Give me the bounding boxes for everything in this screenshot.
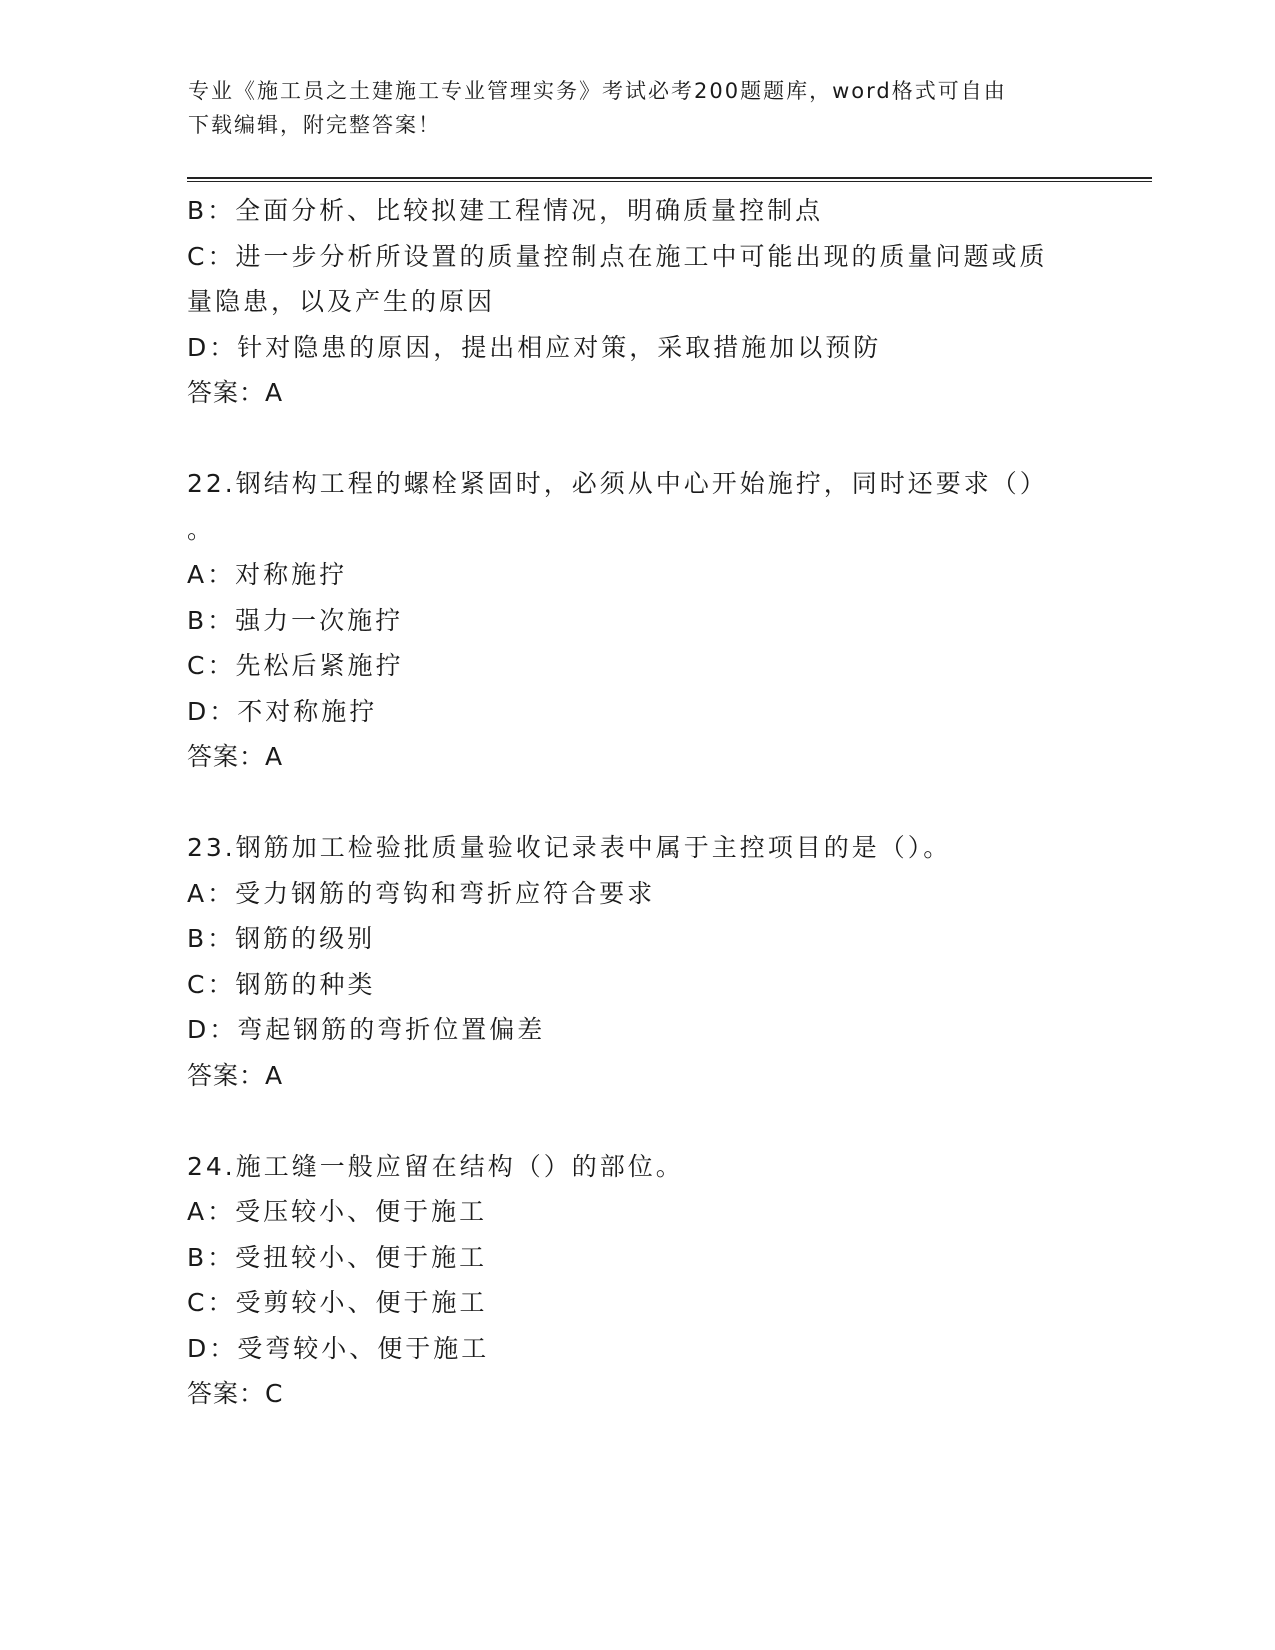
option-d: D：不对称施拧 (187, 696, 378, 726)
question-stem-continued: 。 (187, 514, 216, 544)
document-header (188, 74, 1088, 142)
question-stem: 23.钢筋加工检验批质量验收记录表中属于主控项目的是（）。 (187, 833, 952, 862)
question-block-21 (187, 188, 1087, 416)
option-c-continued: 量隐患，以及产生的原因 (187, 287, 496, 316)
answer: 答案：A (187, 378, 284, 407)
spacer (187, 1098, 1087, 1144)
option-b: B：全面分析、比较拟建工程情况，明确质量控制点 (187, 196, 824, 225)
spacer (187, 416, 1087, 462)
document-body (187, 188, 1087, 1417)
answer: 答案：A (187, 742, 284, 771)
header-line-1: 专业《施工员之土建施工专业管理实务》考试必考200题题库，word格式可自由 (188, 79, 1007, 103)
option-c: C：受剪较小、便于施工 (187, 1288, 488, 1317)
question-block-24 (187, 1144, 1087, 1417)
question-stem: 24.施工缝一般应留在结构（）的部位。 (187, 1151, 684, 1181)
option-d: D：弯起钢筋的弯折位置偏差 (187, 1015, 546, 1044)
question-block-23 (187, 825, 1087, 1098)
option-c: C：钢筋的种类 (187, 969, 376, 999)
header-divider-thin (187, 181, 1152, 182)
option-b: B：受扭较小、便于施工 (187, 1242, 488, 1272)
answer: 答案：C (187, 1379, 284, 1408)
option-d: D：受弯较小、便于施工 (187, 1333, 490, 1363)
option-a: A：受压较小、便于施工 (187, 1197, 488, 1226)
option-b: B：钢筋的级别 (187, 924, 376, 953)
header-line-2: 下载编辑，附完整答案！ (188, 113, 441, 137)
answer: 答案：A (187, 1060, 284, 1090)
question-block-22 (187, 461, 1087, 780)
option-c: C：先松后紧施拧 (187, 651, 404, 680)
spacer (187, 780, 1087, 826)
option-a: A：对称施拧 (187, 560, 348, 589)
option-b: B：强力一次施拧 (187, 605, 404, 635)
option-c: C：进一步分析所设置的质量控制点在施工中可能出现的质量问题或质 (187, 241, 1048, 271)
option-a: A：受力钢筋的弯钩和弯折应符合要求 (187, 878, 656, 908)
header-divider-thick (187, 177, 1152, 179)
question-stem: 22.钢结构工程的螺栓紧固时，必须从中心开始施拧，同时还要求（） (187, 469, 1048, 498)
option-d: D：针对隐患的原因，提出相应对策，采取措施加以预防 (187, 332, 882, 362)
